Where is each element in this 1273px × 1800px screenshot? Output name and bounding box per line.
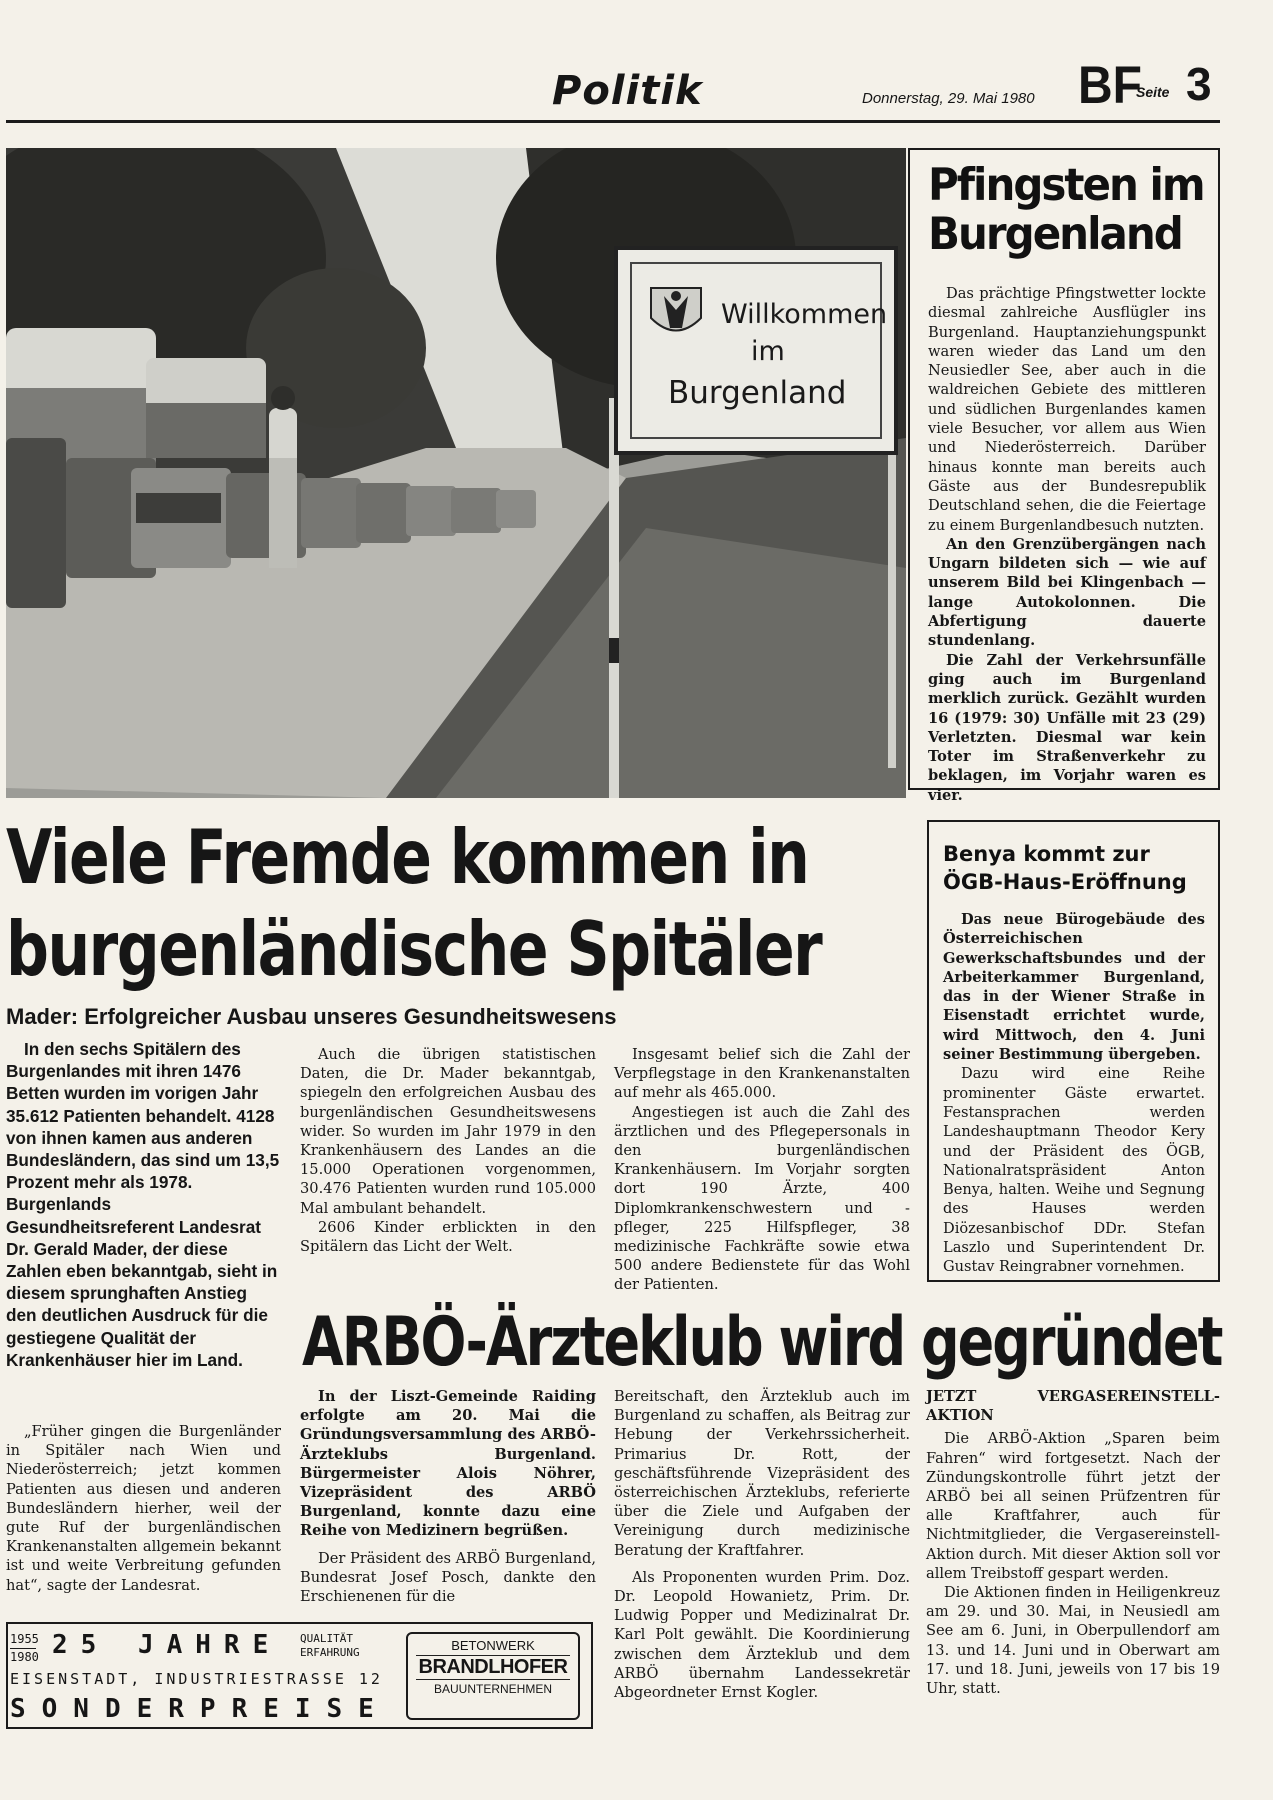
hospital-subheadline: Mader: Erfolgreicher Ausbau unseres Gesundheitswesens (6, 1004, 617, 1029)
arboe-column-3 (926, 1387, 1220, 1698)
hospital-lead: In den sechs Spitälern des Burgenlandes mit ihren 1476 Betten wurden im vorigen Jahr 35.612 Patienten behandelt. 4128 von ihnen kamen aus anderen Bundesländern, das sind um 13,5 Prozent mehr als 1978. Burgenlands Gesundheitsreferent Landesrat Dr. Gerald Mader, der diese Zahlen eben bekanntgab, sieht in diesem sprunghaften Anstieg den deutlichen Ausdruck für die gestiegene Qualität der Krankenhäuser hier im Land. (6, 1039, 280, 1370)
hospital-column-2 (300, 1045, 596, 1256)
hospital-paragraph: Angestiegen ist auch die Zahl des ärztlichen und des Pflegepersonals in den burgenländischen Krankenhäusern. Im Vorjahr sorgten dort 190 Ärzte, 400 Diplomkrankenschwestern und -pfleger, 225 Hilfspfleger, 38 medizinische Fachkräfte sowie etwa 500 andere Bedienstete für das Wohl der Patienten. (614, 1103, 910, 1294)
advert-year-end: 1980 (10, 1650, 39, 1664)
sign-text-line1: Willkommen (721, 299, 888, 330)
section-title: Politik (552, 68, 703, 114)
pfingsten-paragraph: An den Grenzübergängen nach Ungarn bildeten sich — wie auf unserem Bild bei Klingenbach — lange Autokolonnen. Die Abfertigung dauerte stundenlang. (928, 535, 1206, 650)
hospital-quote: „Früher gingen die Burgenländer in Spitäler nach Wien und Niederösterreich; jetzt kommen Patienten aus diesen und anderen Bundesländern hierher, weil der gute Ruf der burgenländischen Krankenanstalten allgemein bekannt ist und weite Verbreitung gefunden hat“, sagte der Landesrat. (6, 1423, 281, 1594)
arboe-lead: In der Liszt-Gemeinde Raiding erfolgte am 20. Mai die Gründungsversammlung des ARBÖ-Ärzteklubs Burgenland. Bürgermeister Alois Nöhrer, Vizepräsident des ARBÖ Burgenland, konnte dazu eine Reihe von Medizinern begrüßen. (300, 1388, 596, 1540)
arboe-headline: ARBÖ-Ärzteklub wird gegründet (302, 1302, 1222, 1381)
hospital-paragraph: Auch die übrigen statistischen Daten, die Dr. Mader bekanntgab, spiegeln den erfolgreichen Ausbau des burgenländischen Gesundheitswesens wider. So wurden im Jahr 1979 in den Krankenhäusern des Landes an die 15.000 Operationen vorgenommen, 30.476 Patienten wurden rund 105.000 Mal ambulant behandelt. (300, 1046, 596, 1217)
advert-year-start: 1955 (10, 1632, 39, 1646)
benya-headline-line1: Benya kommt zur (943, 842, 1150, 866)
advert-address: EISENSTADT, INDUSTRIESTRASSE 12 (10, 1670, 383, 1688)
advert-logo-bottom: BAUUNTERNEHMEN (433, 1682, 552, 1696)
hospital-column-3 (614, 1045, 910, 1295)
hospital-paragraph: Insgesamt belief sich die Zahl der Verpflegstage in den Krankenanstalten auf mehr als 465.000. (614, 1046, 910, 1102)
advert-experience: ERFAHRUNG (300, 1646, 360, 1659)
benya-paragraph: Dazu wird eine Reihe prominenter Gäste erwartet. Festansprachen werden Landeshauptmann Theodor Kery und der Präsident des ÖGB, Nationalratspräsident Anton Benya, halten. Weihe und Segnung des Hauses werden Diözesanbischof DDr. Stefan Laszlo und Superintendent Dr. Gustav Reingrabner vornehmen. (943, 1065, 1205, 1276)
sign-text-line2: im (751, 336, 785, 367)
hospital-quote-column (6, 1422, 281, 1595)
arboe-paragraph: Der Präsident des ARBÖ Burgenland, Bundesrat Josef Posch, dankte den Erschienenen für die (300, 1549, 596, 1606)
hospital-headline-line2: burgenländische Spitäler (6, 906, 822, 994)
benya-body (943, 910, 1205, 1277)
pfingsten-body (928, 284, 1206, 805)
advert-prices: SONDERPREISE (10, 1694, 390, 1724)
sign-text-line3: Burgenland (668, 375, 847, 411)
masthead-rule (6, 120, 1220, 123)
hospital-lead-column (6, 1038, 281, 1371)
border-crossing-photo (6, 148, 906, 798)
page-number: 3 (1186, 58, 1212, 110)
benya-box (927, 820, 1220, 1282)
brandlhofer-advert (6, 1622, 593, 1729)
hospital-headline-line1: Viele Fremde kommen in (6, 814, 809, 902)
advert-year-divider (10, 1648, 36, 1649)
advert-logo-top: BETONWERK (451, 1638, 535, 1653)
brandlhofer-logo (406, 1632, 580, 1720)
vergaser-heading: JETZT VERGASEREINSTELL-AKTION (926, 1388, 1220, 1425)
arboe-paragraph: Bereitschaft, den Ärzteklub auch im Burgenland zu schaffen, als Beitrag zur Hebung der Verkehrssicherheit. Primarius Dr. Rott, der geschäftsführende Vizepräsident des österreichischen Ärzteklubs, referierte über die Ziele und Aufgaben der Vereinigung durch medizinische Beratung der Kraftfahrer. (614, 1388, 910, 1559)
advert-quality: QUALITÄT (300, 1632, 353, 1645)
newspaper-logo: BF (1078, 56, 1142, 115)
coat-of-arms-icon (651, 288, 701, 331)
pfingsten-headline: Pfingsten im Burgenland (928, 158, 1204, 260)
advert-logo-main: BRANDLHOFER (416, 1655, 570, 1680)
photo-illustration (6, 148, 906, 798)
page-label: Seite (1136, 84, 1170, 100)
arboe-column-1 (300, 1387, 596, 1606)
arboe-column-2 (614, 1387, 910, 1702)
pfingsten-paragraph: Das prächtige Pfingstwetter lockte diesmal zahlreiche Ausflügler ins Burgenland. Hauptanziehungspunkt waren wieder das Land um den Neusiedler See, aber auch in die waldreichen Gebiete des mittleren und südlichen Burgenlandes kamen viele Besucher, vor allem aus Wien und Niederösterreich. Darüber hinaus konnte man bereits auch Gäste aus der Bundesrepublik Deutschland sehen, die die Feiertage zu einem Burgenlandbesuch nutzten. (928, 285, 1206, 534)
arboe-paragraph: Die ARBÖ-Aktion „Sparen beim Fahren“ wird fortgesetzt. Nach der Zündungskontrolle führt jetzt der ARBÖ bei all seinen Prüfzentren für alle Kraftfahrer, auch für Nichtmitglieder, die Vergasereinstell-Aktion durch. Mit dieser Aktion soll vor allem Treibstoff gespart werden. (926, 1430, 1220, 1582)
arboe-paragraph: Als Proponenten wurden Prim. Doz. Dr. Leopold Howanietz, Prim. Dr. Ludwig Popper und Medizinalrat Dr. Karl Polt gewählt. Die Koordinierung zwischen dem Ärzteklub und dem ARBÖ übernahm Landessekretär Abgeordneter Ernst Kogler. (614, 1568, 910, 1702)
benya-headline-line2: ÖGB-Haus-Eröffnung (943, 870, 1187, 894)
arboe-paragraph: Die Aktionen finden in Heiligenkreuz am 29. und 30. Mai, in Neusiedl am See am 6. Juni, in Oberpullendorf am 13. und 14. Juni und in Oberwart am 17. und 18. Juni, jeweils von 17 bis 19 Uhr, statt. (926, 1584, 1220, 1698)
advert-jahre: 25 JAHRE (52, 1630, 282, 1660)
issue-date: Donnerstag, 29. Mai 1980 (862, 90, 1035, 107)
benya-lead: Das neue Bürogebäude des Österreichischen Gewerkschaftsbundes und der Arbeiterkammer Burgenland, das in der Wiener Straße in Eisenstadt errichtet wurde, wird Mittwoch, den 4. Juni seiner Bestimmung übergeben. (943, 911, 1205, 1064)
pfingsten-box (908, 148, 1220, 804)
hospital-paragraph: 2606 Kinder erblickten in den Spitälern das Licht der Welt. (300, 1218, 596, 1256)
pfingsten-paragraph: Die Zahl der Verkehrsunfälle ging auch im Burgenland merklich zurück. Gezählt wurden 16 (1979: 30) Unfälle mit 23 (29) Verletzten. Diesmal war kein Toter im Straßenverkehr zu beklagen, im Vorjahr waren es vier. (928, 651, 1206, 804)
